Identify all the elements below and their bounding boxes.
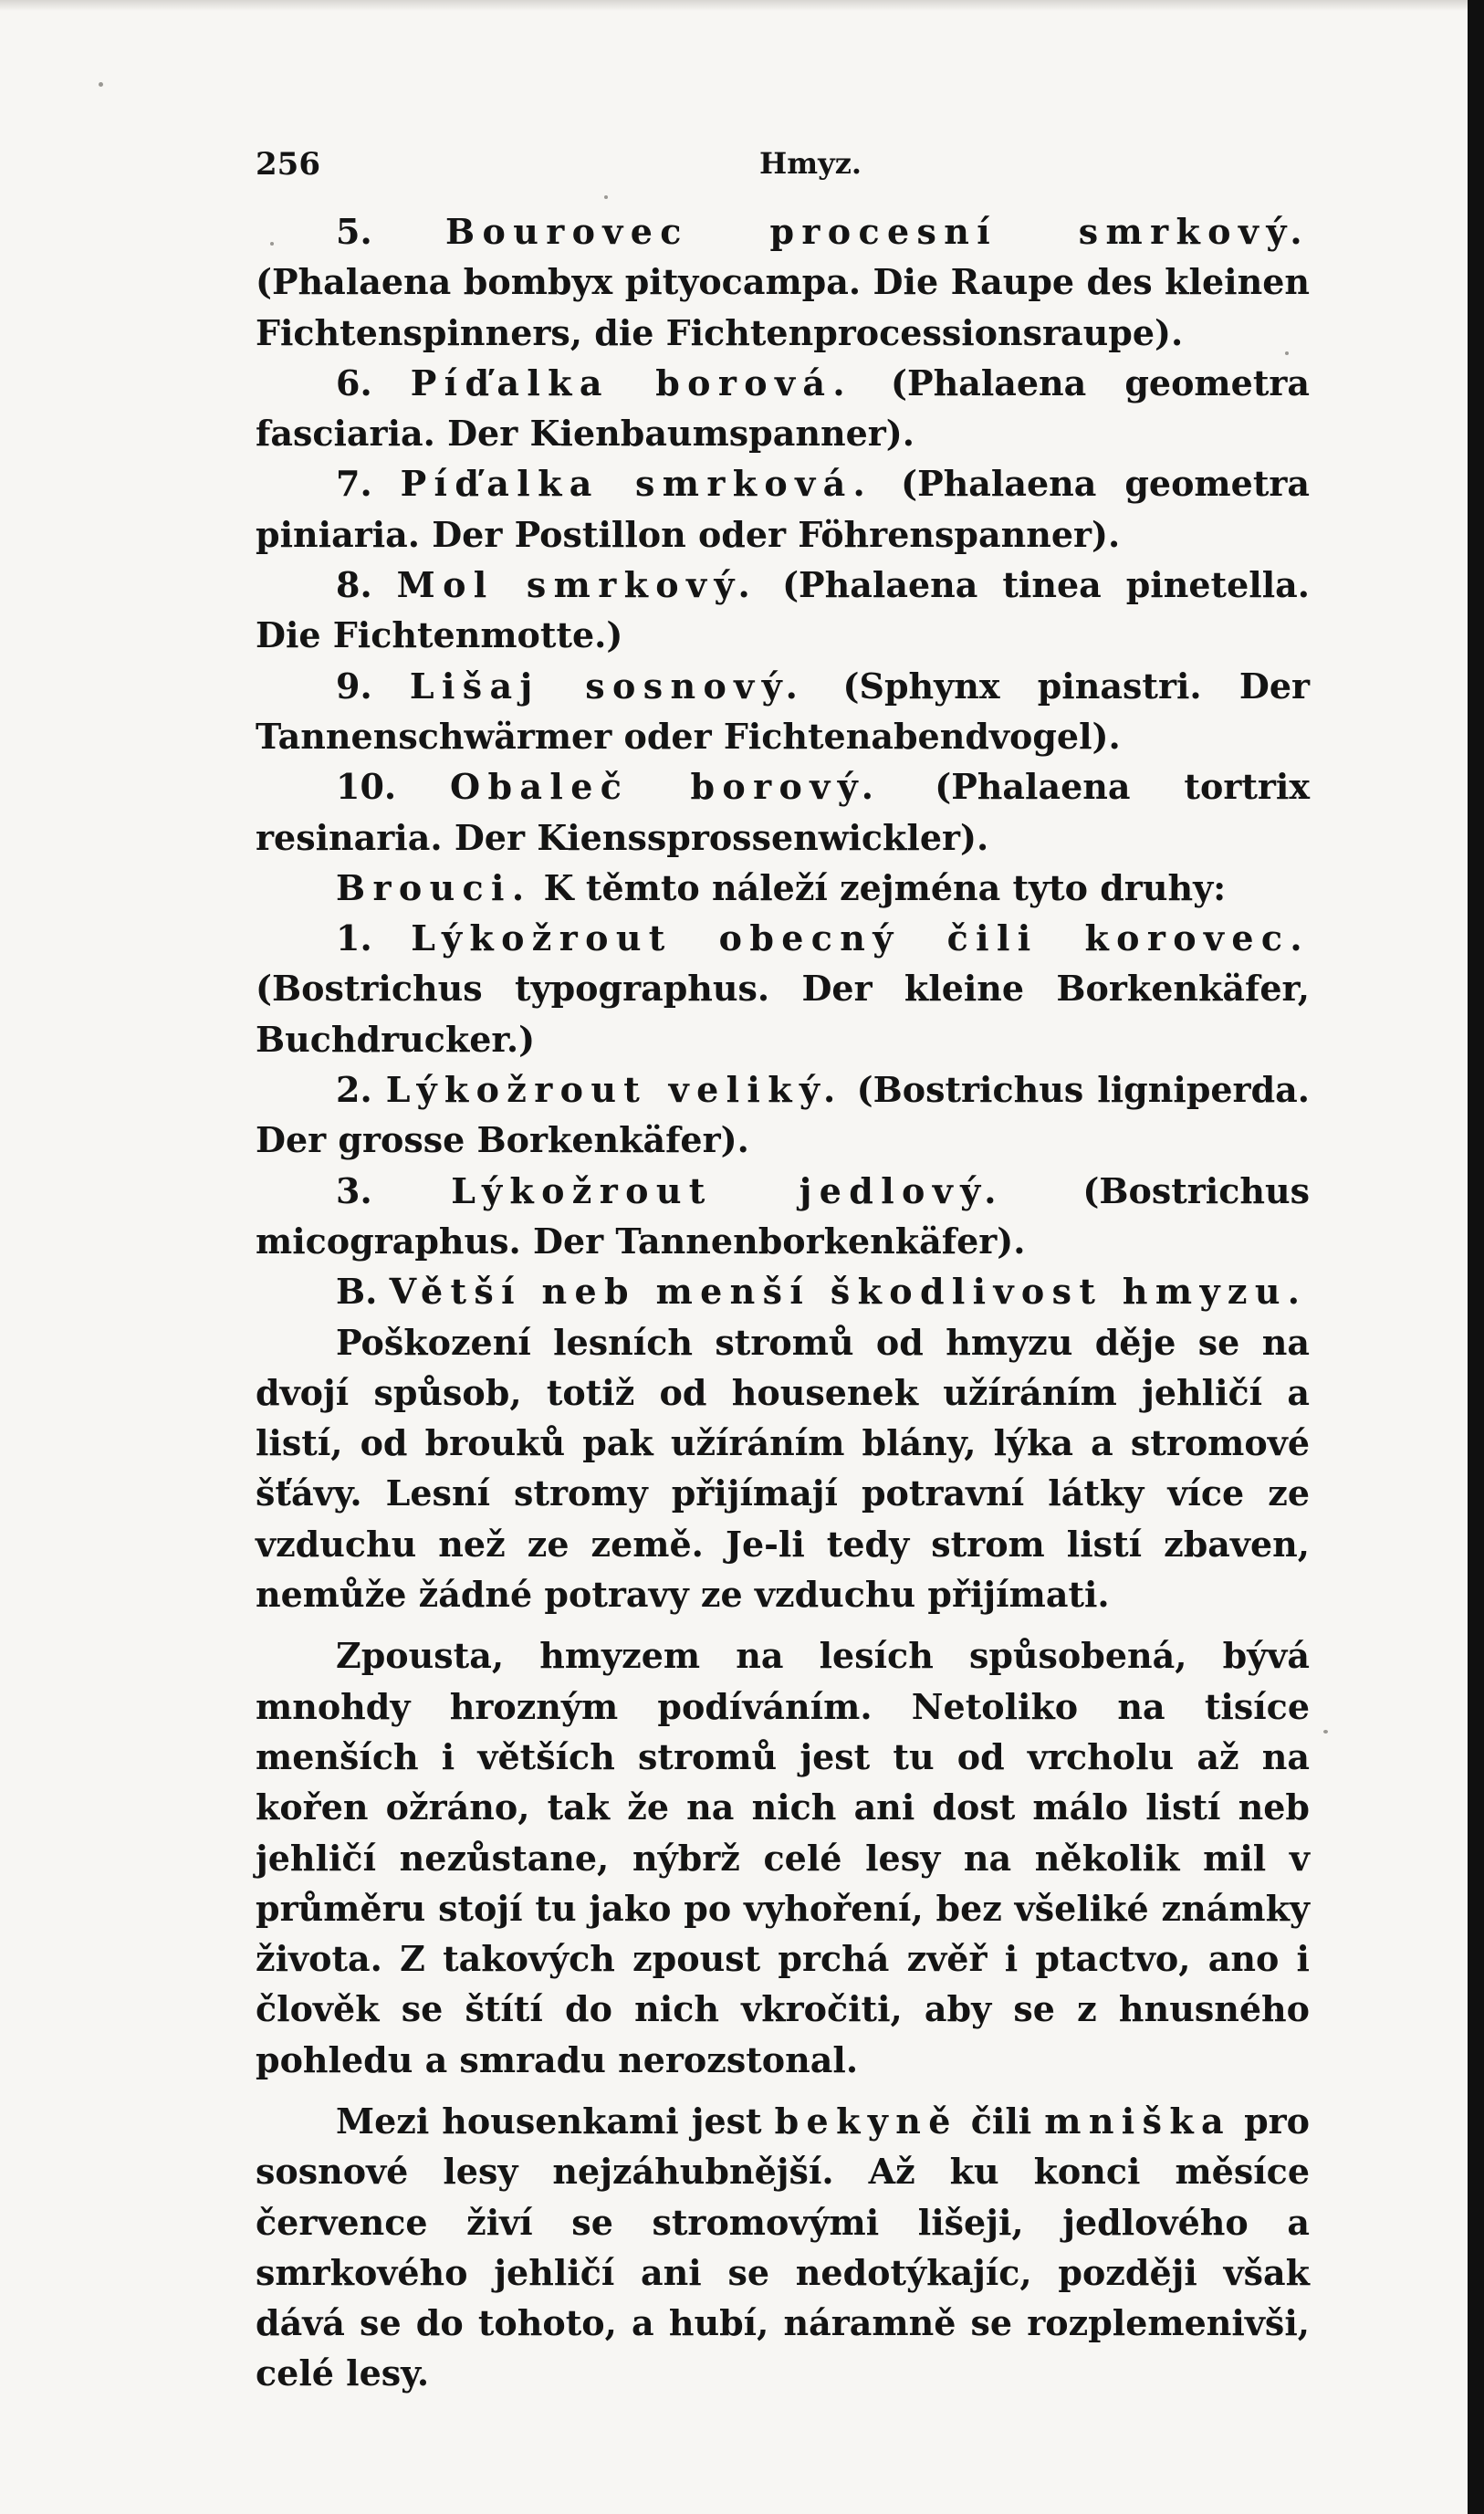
entry-description: (Bostrichus micographus. Der Tannenborkenkäfer).: [256, 1169, 1311, 1262]
entry-description: (Bostrichus ligniperda. Der grosse Borkenkäfer).: [256, 1069, 1311, 1161]
entry-description: (Phalaena tortrix resinaria. Der Kienssprossenwickler).: [256, 766, 1311, 858]
entry-number: 7.: [336, 463, 372, 505]
entry-paragraph: [256, 1064, 1310, 1166]
entry-term: Píďalka smrková.: [400, 463, 873, 505]
entry-number: 5.: [336, 211, 372, 252]
entry-number: 8.: [336, 564, 372, 606]
entry-number: 10.: [336, 766, 397, 808]
entry-paragraph: [256, 761, 1310, 863]
body-text: [256, 206, 1310, 2399]
entry-paragraph: [256, 913, 1310, 1064]
dust-speck: [99, 82, 103, 87]
body-paragraph: Poškození lesních stromů od hmyzu děje se na dvojí spůsob, totiž od housenek užíráním jehličí a listí, od brouků pak užíráním blány, lýka a stromové šťávy. Lesní stromy přijímají potravní látky více ze vzduchu než ze země. Je-li tedy strom listí zbaven, nemůže žádné potravy ze vzduchu přijímati.: [256, 1321, 1310, 1616]
entry-description: (Phalaena geometra fasciaria. Der Kienbaumspanner).: [256, 361, 1311, 455]
entry-description: (Bostrichus typographus. Der kleine Borkenkäfer, Buchdrucker.): [256, 968, 1310, 1060]
entry-term: Píďalka borová.: [410, 361, 852, 403]
entry-paragraph: [256, 206, 1310, 358]
entry-description: (Phalaena geometra piniaria. Der Postillon oder Föhrenspanner).: [256, 463, 1311, 555]
scan-top-shadow: [0, 0, 1468, 11]
section-letter: B.: [336, 1271, 378, 1313]
dust-speck: [1323, 1730, 1328, 1734]
entry-term: Lišaj sosnový.: [409, 665, 806, 707]
section-term: Brouci.: [336, 866, 532, 908]
entry-number: 2.: [336, 1069, 372, 1111]
entry-number: 6.: [336, 361, 372, 403]
body-paragraph: Zpousta, hmyzem na lesích spůsobená, bývá mnohdy hrozným podíváním. Netoliko na tisíce menších i větších stromů jest tu od vrcholu až na kořen ožráno, tak že na nich ani dost málo listí neb jehličí nezůstane, nýbrž celé lesy na několik mil v průměru stojí tu jako po vyhoření, bez všeliké známky života. Z takových zpoust prchá zvěř i ptactvo, ano i člověk se štítí do nich vkročiti, aby se z hnusného pohledu a smradu nerozstonal.: [256, 1635, 1310, 2080]
entry-paragraph: [256, 560, 1310, 661]
entry-paragraph: [256, 1166, 1310, 1267]
section-intro-text: K těmto náleží zejména tyto druhy:: [543, 866, 1227, 908]
body-paragraph: [256, 2096, 1310, 2399]
entry-number: 1.: [336, 917, 372, 959]
paragraph-text: čili: [970, 2100, 1032, 2142]
section-title: Větší neb menší škodlivost hmyzu.: [389, 1271, 1308, 1313]
section-intro: [256, 863, 1310, 913]
entry-term: Lýkožrout jedlový.: [451, 1169, 1004, 1211]
entry-term: Lýkožrout veliký.: [385, 1069, 843, 1111]
entry-term: Obaleč borový.: [450, 766, 882, 808]
entry-term: Mol smrkový.: [396, 564, 758, 606]
entry-number: 3.: [336, 1169, 372, 1211]
entry-term: Lýkožrout obecný čili korovec.: [411, 917, 1310, 959]
page-number: 256: [256, 146, 320, 183]
entry-paragraph: [256, 458, 1310, 560]
entry-description: (Sphynx pinastri. Der Tannenschwärmer oder Fichtenabendvogel).: [256, 665, 1311, 757]
emphasized-term: bekyně: [774, 2100, 958, 2142]
paragraph-text: Mezi housenkami jest: [336, 2100, 762, 2142]
entry-description: (Phalaena tinea pinetella. Die Fichtenmotte.): [256, 564, 1310, 656]
running-head: Hmyz.: [759, 146, 862, 181]
entry-paragraph: [256, 358, 1310, 459]
book-page: [256, 146, 1310, 2399]
entry-paragraph: [256, 661, 1310, 762]
entry-number: 9.: [336, 665, 372, 707]
entry-description: (Phalaena bombyx pityocampa. Die Raupe des kleinen Fichtenspinners, die Fichtenprocessionsraupe).: [256, 261, 1310, 353]
paragraph-text: pro sosnové lesy nejzáhubnější. Až ku konci měsíce července živí se stromovými lišeji, jedlového a smrkového jehličí ani se nedotýkajíc, později však dává se do tohoto, a hubí, náramně se rozplemenivši, celé lesy.: [256, 2100, 1310, 2394]
emphasized-term: mniška: [1044, 2100, 1232, 2142]
scan-right-edge: [1468, 0, 1484, 2514]
entry-term: Bourovec procesní smrkový.: [445, 211, 1310, 252]
section-heading: [256, 1266, 1310, 1316]
page-header: [256, 146, 1310, 197]
